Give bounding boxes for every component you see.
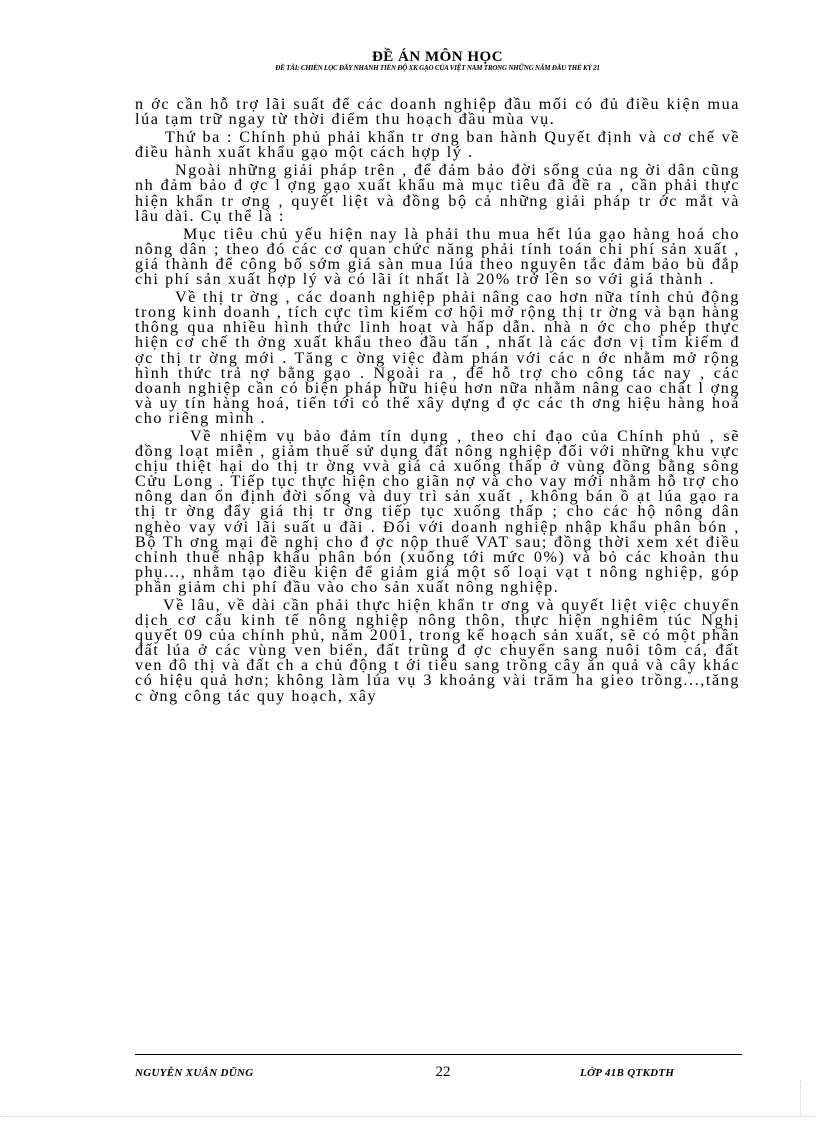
paragraph-7: Về lâu, về dài cần phải thực hiện khẩn tr ơng và quyết liệt việc chuyển dịch cơ cấu kinh tế nông nghiệp nông thôn, thực hiện nghiêm túc Nghị quyết 09 của chính phủ, năm 2001, trong kế hoạch sản xuất, sẽ có một phần đất lúa ở các vùng ven biển, đất trũng đ ợc chuyển sang nuôi tôm cá, đất ven đô thị và đất ch a chủ động t ới tiêu sang trồng cây ăn quả và cây khác có hiệu quả hơn; không làm lúa vụ 3 khoảng vài trăm ha gieo trồng...,tăng c ờng công tác quy hoạch, xây: [135, 597, 740, 705]
page-edge-right: [800, 1080, 801, 1116]
document-subtitle: ĐỀ TÀI: CHIẾN LỌC ĐẨY NHANH TIẾN ĐỘ XK GẠO CỦA VIỆT NAM TRONG NHỮNG NĂM ĐẦU THẾ KỶ 21: [275, 64, 600, 72]
paragraph-5: Về thị tr ờng , các doanh nghiệp phải nâng cao hơn nữa tính chủ động trong kinh doanh , tích cực tìm kiếm cơ hội mở rộng thị tr ờng và bạn hàng thông qua nhiều hình thức linh hoạt và hấp dẫn. nhà n ớc cho phép thực hiện cơ chế th ởng xuất khẩu theo đầu tấn , nhất là các đơn vị tìm kiếm đ ợc thị tr ờng mới . Tăng c ờng việc đàm phán với các n ớc nhằm mở rộng hình thức trả nợ bằng gạo . Ngoài ra , để hỗ trợ cho công tác nay , các doanh nghiệp cần có biện pháp hữu hiệu hơn nữa nhằm nâng cao chất l ợng và uy tín hàng hoá, tiến tới có thể xây dựng đ ợc các th ơng hiệu hàng hoá cho riêng mình .: [135, 289, 740, 427]
paragraph-3: Ngoài những giải pháp trên , để đảm bảo đời sống của ng ời dân cũng nh đảm bảo đ ợc l ợng gạo xuất khẩu mà mục tiêu đã đề ra , cần phải thực hiện khẩn tr ơng , quyết liệt và đồng bộ cả những giải pháp tr ớc mắt và lâu dài. Cụ thể là :: [135, 162, 740, 225]
page-edge-bottom: [0, 1116, 816, 1117]
page-number: 22: [435, 1064, 451, 1080]
paragraph-2: Thứ ba : Chính phủ phải khẩn tr ơng ban hành Quyết định và cơ chế về điều hành xuất khẩu gạo một cách hợp lý .: [135, 129, 740, 162]
page-header: [135, 50, 740, 73]
paragraph-4: Mục tiêu chủ yếu hiện nay là phải thu mua hết lúa gạo hàng hoá cho nông dân ; theo đó các cơ quan chức năng phải tính toán chi phí sản xuất , giá thành để công bố sớm giá sàn mua lúa theo nguyên tắc đảm bảo bù đắp chi phí sản xuất hợp lý và có lãi ít nhất là 20% trở lên so với giá thành .: [135, 225, 740, 289]
document-title: ĐỀ ÁN MÔN HỌC: [371, 49, 504, 65]
paragraph-1: n ớc cần hỗ trợ lãi suất để các doanh nghiệp đầu mối có đủ điều kiện mua lúa tạm trữ ngay từ thời điểm thu hoạch đầu mùa vụ.: [135, 96, 740, 129]
paragraph-6: Về nhiệm vụ bảo đảm tín dụng , theo chỉ đạo của Chính phủ , sẽ đồng loạt miễn , giảm thuế sử dụng đất nông nghiệp đối với những khu vực chịu thiệt hại do thị tr ờng vvà giá cả xuống thấp ở vùng đồng bằng sông Cửu Long . Tiếp tục thực hiện cho giãn nợ và cho vay mới nhằm hỗ trợ cho nông dan ổn định đời sống và duy trì sản xuất , không bán ồ ạt lúa gạo ra thị tr ờng đẩy giá thị tr ờng tiếp tục xuống thấp ; cho các hộ nông dân nghèo vay với lãi suất u đãi . Đối với doanh nghiệp nhập khẩu phân bón , Bộ Th ơng mại đề nghị cho đ ợc nộp thuế VAT sau; đồng thời xem xét điều chỉnh thuế nhập khẩu phân bón (xuống tới mức 0%) và bỏ các khoản thu phụ..., nhằm tạo điều kiện để giảm giá một số loại vạt t nông nghiệp, góp phần giảm chi phí đầu vào cho sản xuất nông nghiệp.: [135, 427, 740, 596]
footer-author: NGUYỄN XUÂN DŨNG: [135, 1067, 254, 1079]
body-text: [135, 97, 740, 707]
footer-rule: [135, 1054, 742, 1055]
footer-class: LỚP 41B QTKDTH: [580, 1067, 675, 1079]
